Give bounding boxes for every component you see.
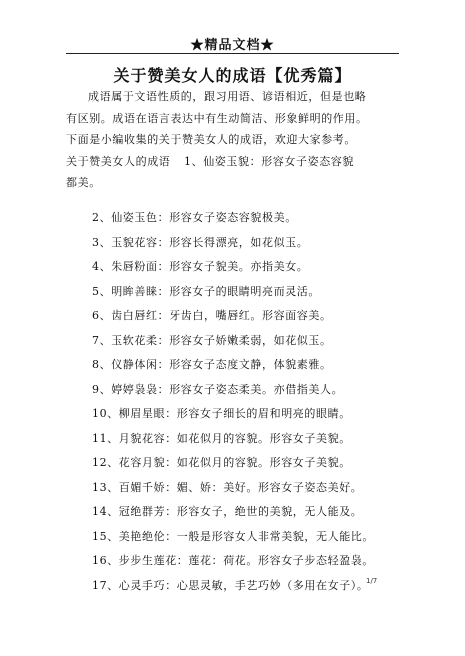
intro-line: 下面是小编收集的关于赞美女人的成语，欢迎大家参考。 [66,133,356,146]
idiom-item: 16、步步生莲花：莲花：荷花。形容女子步态轻盈袅。 [92,554,374,567]
idiom-item: 6、齿白唇红：牙齿白，嘴唇红。形容面容美。 [92,309,332,322]
idiom-list [92,206,402,598]
idiom-item: 17、心灵手巧：心思灵敏，手艺巧妙（多用在女子）。 [92,578,369,592]
idiom-item: 7、玉软花柔：形容女子娇嫩柔弱，如花似玉。 [92,333,332,347]
document-header: ★精品文档★ [190,38,275,53]
document-title: 关于赞美女人的成语【优秀篇】 [113,66,352,85]
idiom-item: 8、仪静体闲：形容女子态度文静，体貌素雅。 [92,358,332,371]
idiom-item: 1、仙姿玉貌：形容女子姿态容貌 [184,154,354,168]
idiom-item: 15、美艳绝伦：一般是形容女人非常美貌，无人能比。 [92,529,374,543]
idiom-item: 14、冠绝群芳：形容女子，绝世的美貌，无人能及。 [92,505,363,518]
idiom-item: 9、婷婷袅袅：形容女子姿态柔美。亦借指美人。 [92,382,344,396]
intro-paragraph [66,86,400,194]
idiom-item: 11、月貌花容：如花似月的容貌。形容女子美貌。 [92,431,351,445]
idiom-item: 13、百媚千娇：媚、娇：美好。形容女子姿态美好。 [92,480,363,494]
idiom-item-continuation: 都美。 [66,176,101,189]
intro-line: 成语属于文语性质的，跟习用语、谚语相近，但是也略 [88,90,367,103]
page-number: 1/7 [366,577,378,585]
idiom-item: 2、仙姿玉色：形容女子姿态容貌极美。 [92,211,297,224]
idiom-item: 12、花容月貌：如花似月的容貌。形容女子美貌。 [92,456,351,469]
idiom-item: 10、柳眉星眼：形容女子细长的眉和明亮的眼睛。 [92,407,351,420]
idiom-item: 4、朱唇粉面：形容女子貌美。亦指美女。 [92,260,309,273]
idiom-item: 5、明眸善睐：形容女子的眼睛明亮而灵活。 [92,284,320,298]
header-divider [66,53,399,54]
intro-line: 有区别。成语在语言表达中有生动简洁、形象鲜明的作用。 [66,111,368,125]
lead-row [66,151,400,173]
lead-label: 关于赞美女人的成语 [66,154,171,168]
idiom-item: 3、玉貌花容：形容长得漂亮，如花似玉。 [92,235,309,249]
